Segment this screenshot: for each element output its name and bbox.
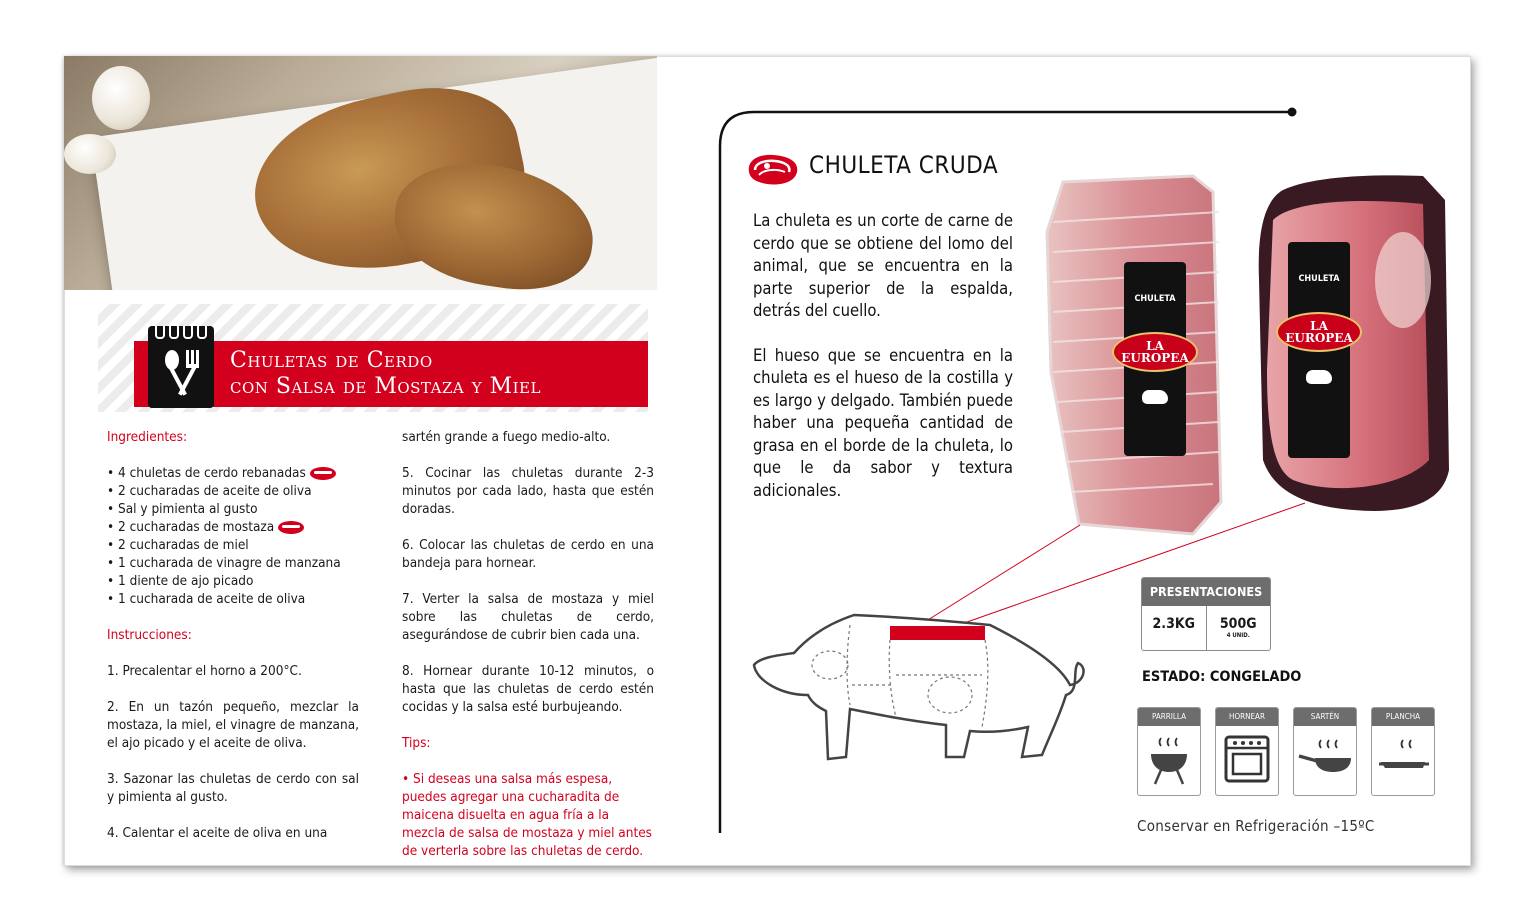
description-paragraph: El hueso que se encuentra en la chuleta es el hueso de la costilla y es largo y delgado. También puede haber una pequeña cantidad de grasa en el borde de la chuleta, lo que le da sabor y textura adicionales. <box>753 345 1013 500</box>
product-package-2 <box>1253 170 1453 520</box>
instruction-step: 6. Colocar las chuletas de cerdo en una bandeja para hornear. <box>402 537 654 571</box>
brand-logo: LA EUROPEA <box>1276 312 1362 352</box>
recipe-title-line-2: con Salsa de Mostaza y Miel <box>230 374 541 399</box>
instruction-step: 3. Sazonar las chuletas de cerdo con sal y pimienta al gusto. <box>107 771 359 805</box>
ingredient-item: • Sal y pimienta al gusto <box>107 501 258 517</box>
pig-icon <box>1306 370 1332 384</box>
cooking-method-label: PARRILLA <box>1138 708 1200 726</box>
griddle-icon <box>1375 734 1431 784</box>
cooking-method-grill <box>1137 707 1201 796</box>
recipe-left-column <box>107 428 359 842</box>
presentation-units: 4 UNID. <box>1226 632 1250 639</box>
instruction-step: 7. Verter la salsa de mostaza y miel sobre las chuletas de cerdo, asegurándose de cubrir bien cada una. <box>402 591 654 643</box>
instructions-heading: Instrucciones: <box>107 627 192 643</box>
package-label <box>1285 242 1353 458</box>
storage-note: Conservar en Refrigeración –15ºC <box>1137 817 1375 835</box>
cooking-method-label: PLANCHA <box>1372 708 1434 726</box>
package-label <box>1121 262 1189 456</box>
instruction-step: sartén grande a fuego medio-alto. <box>402 429 611 445</box>
product-state: ESTADO: CONGELADO <box>1142 669 1302 685</box>
ingredient-item: • 1 cucharada de vinagre de manzana <box>107 555 341 571</box>
package-label-text: CHULETA <box>1134 294 1176 304</box>
brand-logo-icon <box>310 467 336 480</box>
product-title: CHULETA CRUDA <box>809 151 999 179</box>
cooking-method-griddle <box>1371 707 1435 796</box>
instruction-step: 4. Calentar el aceite de oliva en una <box>107 825 328 841</box>
recipe-title <box>230 348 541 400</box>
ingredient-item: • 1 diente de ajo picado <box>107 573 254 589</box>
instruction-step: 5. Cocinar las chuletas durante 2-3 minutos por cada lado, hasta que estén doradas. <box>402 465 654 517</box>
cooking-method-pan <box>1293 707 1357 796</box>
brand-logo-icon <box>278 521 304 534</box>
cooking-method-label: HORNEAR <box>1216 708 1278 726</box>
ingredients-heading: Ingredientes: <box>107 429 188 445</box>
presentations-table <box>1141 577 1271 651</box>
cooking-method-oven <box>1215 707 1279 796</box>
pig-icon <box>1142 390 1168 404</box>
food-photo <box>64 56 657 290</box>
description-paragraph: La chuleta es un corte de carne de cerdo que se obtiene del lomo del animal, que se encuentra en la parte superior de la espalda, detrás del cuello. <box>753 211 1013 320</box>
meat-icon <box>745 150 801 188</box>
ingredient-item: • 1 cucharada de aceite de oliva <box>107 591 306 607</box>
ingredient-item: • 4 chuletas de cerdo rebanadas <box>107 464 359 482</box>
ingredient-item: • 2 cucharadas de aceite de oliva <box>107 483 312 499</box>
presentation-option: 500G 4 UNID. <box>1206 606 1271 650</box>
ingredient-item: • 2 cucharadas de miel <box>107 537 249 553</box>
garlic-image <box>92 66 150 130</box>
recipe-right-column <box>402 428 654 860</box>
cooking-method-label: SARTÉN <box>1294 708 1356 726</box>
tip-text: • Si deseas una salsa más espesa, puedes agregar una cucharadita de maicena disuelta en agua fría a la mezcla de salsa de mostaza y miel antes de verterla sobre las chuletas de cerdo. <box>402 771 653 859</box>
presentation-option: 2.3KG <box>1152 616 1195 632</box>
ingredients-list <box>107 464 359 608</box>
ingredient-item: • 2 cucharadas de mostaza <box>107 518 359 536</box>
pan-icon <box>1297 734 1353 784</box>
oven-icon <box>1223 734 1271 784</box>
cutlery-icon <box>148 326 214 408</box>
recipe-title-line-1: Chuletas de Cerdo <box>230 348 433 373</box>
tips-heading: Tips: <box>402 735 431 751</box>
presentations-heading: PRESENTACIONES <box>1142 578 1270 606</box>
instruction-step: 2. En un tazón pequeño, mezclar la mostaza, la miel, el vinagre de manzana, el ajo picado y el aceite de oliva. <box>107 699 359 751</box>
brand-logo: LA EUROPEA <box>1112 332 1198 372</box>
product-package-1 <box>1043 172 1233 540</box>
instruction-step: 1. Precalentar el horno a 200°C. <box>107 663 302 679</box>
product-description <box>753 210 1013 524</box>
grill-icon <box>1147 734 1191 786</box>
garlic-clove-image <box>64 134 116 174</box>
instruction-step: 8. Hornear durante 10-12 minutos, o hasta que las chuletas de cerdo estén cocidas y la salsa esté burbujeando. <box>402 663 654 715</box>
package-label-text: CHULETA <box>1298 274 1340 284</box>
